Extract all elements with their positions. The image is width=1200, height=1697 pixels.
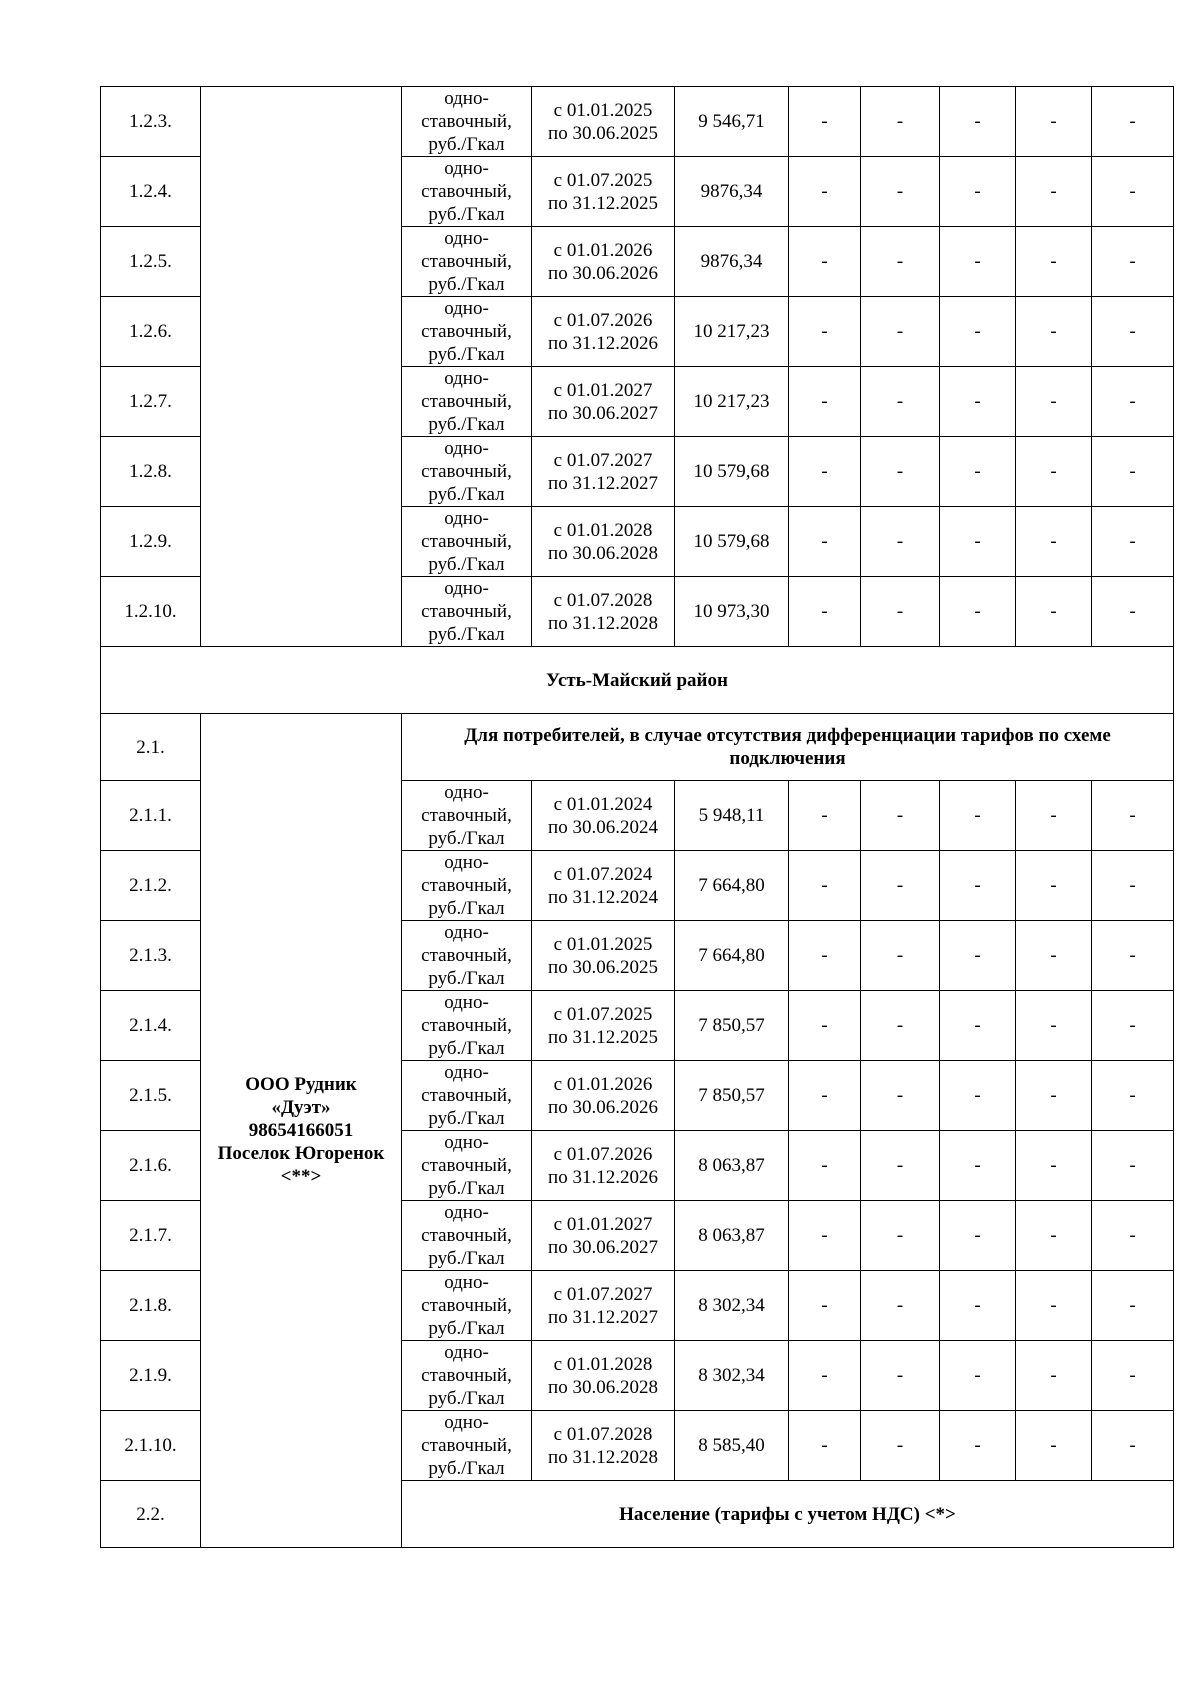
row-number: 1.2.6.: [101, 297, 201, 367]
row-number: 2.1.: [101, 714, 201, 781]
tariff-value: 7 850,57: [675, 991, 789, 1061]
dash-cell: -: [1016, 1341, 1092, 1411]
tariff-type-cell: одно- ставочный, руб./Гкал: [402, 851, 532, 921]
period-cell: с 01.01.2025 по 30.06.2025: [532, 87, 675, 157]
dash-cell: -: [940, 781, 1016, 851]
dash-cell: -: [1016, 991, 1092, 1061]
dash-cell: -: [861, 1131, 940, 1201]
dash-cell: -: [1016, 507, 1092, 577]
period-cell: с 01.01.2026 по 30.06.2026: [532, 227, 675, 297]
table-row: [101, 87, 1174, 157]
dash-cell: -: [789, 87, 861, 157]
row-number: 2.1.7.: [101, 1201, 201, 1271]
tariff-value: 10 973,30: [675, 577, 789, 647]
tariff-type-cell: одно- ставочный, руб./Гкал: [402, 577, 532, 647]
tariff-type-cell: одно- ставочный, руб./Гкал: [402, 297, 532, 367]
dash-cell: -: [861, 1271, 940, 1341]
period-cell: с 01.01.2028 по 30.06.2028: [532, 1341, 675, 1411]
dash-cell: -: [861, 1201, 940, 1271]
dash-cell: -: [1016, 1201, 1092, 1271]
tariff-type-cell: одно- ставочный, руб./Гкал: [402, 157, 532, 227]
tariff-value: 9 546,71: [675, 87, 789, 157]
dash-cell: -: [940, 1131, 1016, 1201]
dash-cell: -: [789, 367, 861, 437]
dash-cell: -: [940, 1271, 1016, 1341]
dash-cell: -: [1092, 1271, 1174, 1341]
dash-cell: -: [940, 1411, 1016, 1481]
dash-cell: -: [940, 437, 1016, 507]
tariff-type-cell: одно- ставочный, руб./Гкал: [402, 991, 532, 1061]
dash-cell: -: [1092, 1411, 1174, 1481]
dash-cell: -: [940, 367, 1016, 437]
row-number: 1.2.4.: [101, 157, 201, 227]
period-cell: с 01.07.2024 по 31.12.2024: [532, 851, 675, 921]
dash-cell: -: [1092, 87, 1174, 157]
dash-cell: -: [789, 1061, 861, 1131]
dash-cell: -: [1016, 1131, 1092, 1201]
dash-cell: -: [1092, 157, 1174, 227]
dash-cell: -: [861, 1411, 940, 1481]
dash-cell: -: [789, 1131, 861, 1201]
organization-cell-empty: [201, 87, 402, 647]
period-cell: с 01.01.2027 по 30.06.2027: [532, 1201, 675, 1271]
period-cell: с 01.01.2027 по 30.06.2027: [532, 367, 675, 437]
dash-cell: -: [789, 577, 861, 647]
dash-cell: -: [861, 781, 940, 851]
dash-cell: -: [1092, 577, 1174, 647]
dash-cell: -: [789, 991, 861, 1061]
dash-cell: -: [861, 991, 940, 1061]
dash-cell: -: [1092, 507, 1174, 577]
tariff-value: 7 664,80: [675, 921, 789, 991]
dash-cell: -: [1016, 367, 1092, 437]
row-number: 1.2.9.: [101, 507, 201, 577]
tariff-value: 9876,34: [675, 227, 789, 297]
period-cell: с 01.07.2028 по 31.12.2028: [532, 1411, 675, 1481]
tariff-value: 10 217,23: [675, 367, 789, 437]
row-number: 1.2.3.: [101, 87, 201, 157]
tariff-value: 10 217,23: [675, 297, 789, 367]
tariff-type-cell: одно- ставочный, руб./Гкал: [402, 921, 532, 991]
dash-cell: -: [861, 577, 940, 647]
dash-cell: -: [1092, 851, 1174, 921]
dash-cell: -: [861, 157, 940, 227]
dash-cell: -: [789, 1271, 861, 1341]
period-cell: с 01.01.2026 по 30.06.2026: [532, 1061, 675, 1131]
dash-cell: -: [940, 851, 1016, 921]
row-number: 2.1.6.: [101, 1131, 201, 1201]
dash-cell: -: [789, 507, 861, 577]
tariff-value: 10 579,68: [675, 507, 789, 577]
tariff-value: 8 302,34: [675, 1341, 789, 1411]
dash-cell: -: [940, 87, 1016, 157]
dash-cell: -: [940, 577, 1016, 647]
dash-cell: -: [861, 1061, 940, 1131]
dash-cell: -: [1016, 227, 1092, 297]
subsection-row: [101, 714, 1174, 781]
tariff-type-cell: одно- ставочный, руб./Гкал: [402, 227, 532, 297]
dash-cell: -: [1092, 437, 1174, 507]
subsection-title: Для потребителей, в случае отсутствия дифференциации тарифов по схеме подключения: [402, 714, 1174, 781]
dash-cell: -: [940, 507, 1016, 577]
period-cell: с 01.07.2026 по 31.12.2026: [532, 1131, 675, 1201]
dash-cell: -: [789, 227, 861, 297]
period-cell: с 01.07.2027 по 31.12.2027: [532, 437, 675, 507]
row-number: 1.2.8.: [101, 437, 201, 507]
tariff-type-cell: одно- ставочный, руб./Гкал: [402, 507, 532, 577]
row-number: 2.1.10.: [101, 1411, 201, 1481]
dash-cell: -: [940, 297, 1016, 367]
dash-cell: -: [1092, 367, 1174, 437]
organization-cell: ООО Рудник «Дуэт» 98654166051 Поселок Югоренок <**>: [201, 714, 402, 1548]
dash-cell: -: [1092, 227, 1174, 297]
dash-cell: -: [861, 921, 940, 991]
dash-cell: -: [789, 921, 861, 991]
period-cell: с 01.07.2025 по 31.12.2025: [532, 157, 675, 227]
subsection-title: Население (тарифы с учетом НДС) <*>: [402, 1481, 1174, 1548]
period-cell: с 01.07.2025 по 31.12.2025: [532, 991, 675, 1061]
dash-cell: -: [1016, 297, 1092, 367]
dash-cell: -: [940, 991, 1016, 1061]
dash-cell: -: [789, 851, 861, 921]
dash-cell: -: [861, 507, 940, 577]
tariff-value: 8 063,87: [675, 1201, 789, 1271]
tariff-type-cell: одно- ставочный, руб./Гкал: [402, 1341, 532, 1411]
dash-cell: -: [1092, 1061, 1174, 1131]
tariff-value: 7 850,57: [675, 1061, 789, 1131]
dash-cell: -: [1092, 921, 1174, 991]
tariff-value: 10 579,68: [675, 437, 789, 507]
tariff-type-cell: одно- ставочный, руб./Гкал: [402, 87, 532, 157]
period-cell: с 01.01.2028 по 30.06.2028: [532, 507, 675, 577]
period-cell: с 01.07.2026 по 31.12.2026: [532, 297, 675, 367]
row-number: 2.1.1.: [101, 781, 201, 851]
dash-cell: -: [1092, 781, 1174, 851]
dash-cell: -: [861, 437, 940, 507]
tariff-table: [100, 86, 1174, 1548]
dash-cell: -: [940, 1341, 1016, 1411]
row-number: 1.2.7.: [101, 367, 201, 437]
tariff-type-cell: одно- ставочный, руб./Гкал: [402, 367, 532, 437]
dash-cell: -: [1016, 1271, 1092, 1341]
row-number: 2.2.: [101, 1481, 201, 1548]
tariff-value: 7 664,80: [675, 851, 789, 921]
dash-cell: -: [1016, 157, 1092, 227]
district-row: [101, 647, 1174, 714]
dash-cell: -: [789, 297, 861, 367]
tariff-type-cell: одно- ставочный, руб./Гкал: [402, 1201, 532, 1271]
dash-cell: -: [1092, 1201, 1174, 1271]
row-number: 2.1.9.: [101, 1341, 201, 1411]
dash-cell: -: [940, 1201, 1016, 1271]
tariff-type-cell: одно- ставочный, руб./Гкал: [402, 781, 532, 851]
period-cell: с 01.01.2025 по 30.06.2025: [532, 921, 675, 991]
row-number: 2.1.5.: [101, 1061, 201, 1131]
row-number: 2.1.4.: [101, 991, 201, 1061]
dash-cell: -: [861, 367, 940, 437]
row-number: 1.2.10.: [101, 577, 201, 647]
tariff-type-cell: одно- ставочный, руб./Гкал: [402, 1131, 532, 1201]
tariff-value: 8 302,34: [675, 1271, 789, 1341]
dash-cell: -: [940, 1061, 1016, 1131]
row-number: 2.1.8.: [101, 1271, 201, 1341]
tariff-value: 5 948,11: [675, 781, 789, 851]
tariff-value: 9876,34: [675, 157, 789, 227]
dash-cell: -: [1016, 921, 1092, 991]
dash-cell: -: [1016, 437, 1092, 507]
row-number: 2.1.2.: [101, 851, 201, 921]
dash-cell: -: [861, 851, 940, 921]
dash-cell: -: [1092, 991, 1174, 1061]
period-cell: с 01.01.2024 по 30.06.2024: [532, 781, 675, 851]
tariff-type-cell: одно- ставочный, руб./Гкал: [402, 1061, 532, 1131]
tariff-type-cell: одно- ставочный, руб./Гкал: [402, 1411, 532, 1481]
district-title: Усть-Майский район: [101, 647, 1174, 714]
dash-cell: -: [1092, 1131, 1174, 1201]
dash-cell: -: [1016, 1061, 1092, 1131]
row-number: 2.1.3.: [101, 921, 201, 991]
dash-cell: -: [789, 781, 861, 851]
dash-cell: -: [940, 157, 1016, 227]
dash-cell: -: [1092, 297, 1174, 367]
dash-cell: -: [789, 157, 861, 227]
dash-cell: -: [789, 1201, 861, 1271]
dash-cell: -: [1016, 1411, 1092, 1481]
tariff-table-body: [101, 87, 1174, 1548]
tariff-type-cell: одно- ставочный, руб./Гкал: [402, 437, 532, 507]
dash-cell: -: [1016, 87, 1092, 157]
dash-cell: -: [1016, 851, 1092, 921]
dash-cell: -: [861, 1341, 940, 1411]
dash-cell: -: [1092, 1341, 1174, 1411]
tariff-type-cell: одно- ставочный, руб./Гкал: [402, 1271, 532, 1341]
dash-cell: -: [789, 437, 861, 507]
period-cell: с 01.07.2028 по 31.12.2028: [532, 577, 675, 647]
period-cell: с 01.07.2027 по 31.12.2027: [532, 1271, 675, 1341]
dash-cell: -: [940, 921, 1016, 991]
tariff-value: 8 585,40: [675, 1411, 789, 1481]
dash-cell: -: [861, 227, 940, 297]
tariff-value: 8 063,87: [675, 1131, 789, 1201]
dash-cell: -: [789, 1411, 861, 1481]
row-number: 1.2.5.: [101, 227, 201, 297]
dash-cell: -: [861, 297, 940, 367]
dash-cell: -: [940, 227, 1016, 297]
dash-cell: -: [1016, 781, 1092, 851]
dash-cell: -: [1016, 577, 1092, 647]
dash-cell: -: [861, 87, 940, 157]
dash-cell: -: [789, 1341, 861, 1411]
